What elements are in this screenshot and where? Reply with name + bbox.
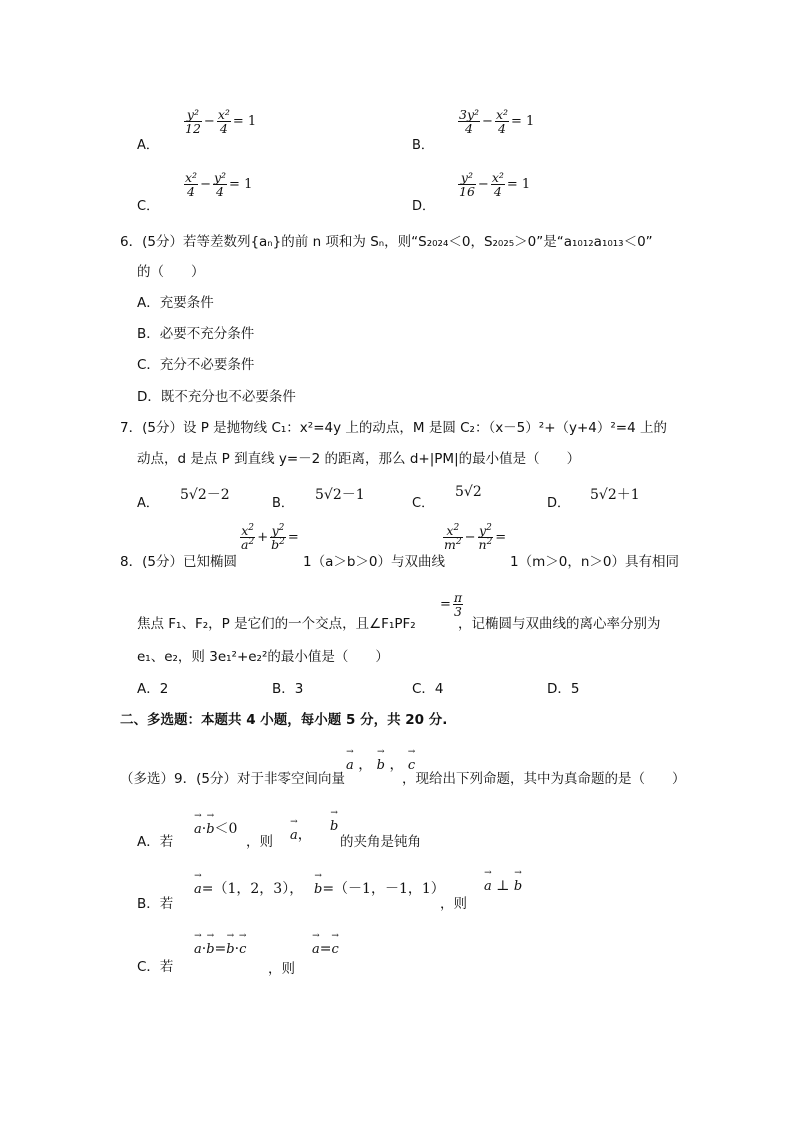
q7-option-d-label: D．: [547, 496, 571, 511]
q9-vectors: → a ， → b ， → c: [346, 754, 415, 774]
q7-option-b-value: 5√2－1: [315, 487, 365, 503]
q9-option-c-then: ，则: [268, 961, 295, 977]
q5-option-d-equation: $\frac{\text{y²}}{16}$ − $\frac{\text{x²}}{4}$ = 1: [459, 170, 531, 200]
q7-stem-line1: 7．(5分）设 P 是抛物线 C₁：x²=4y 上的动点，M 是圆 C₂：（x－5）²+（y+4）²=4 上的: [120, 420, 667, 436]
q9-option-a-then: ，则: [246, 834, 273, 850]
q6-option-c: C．充分不必要条件: [137, 357, 255, 373]
q7-option-b-label: B．: [272, 496, 294, 511]
less-than-zero: ＜0: [214, 821, 238, 837]
q9-option-b-vector-a: → a=（1，2，3），: [194, 878, 303, 898]
q9-option-b-conclusion: → a ⊥ → b: [484, 878, 522, 894]
q8-pi-den: 3: [454, 604, 462, 620]
q7-option-c-label: C．: [412, 496, 435, 511]
q9-b-b-value: =（－1，－1，1）: [322, 881, 445, 897]
q5-c-num1: x²: [185, 170, 198, 185]
q5-a-rhs: = 1: [232, 114, 257, 130]
q8-pi-num: π: [453, 590, 463, 605]
q5-b-rhs: = 1: [511, 114, 535, 130]
q7-option-a-label: A．: [137, 496, 159, 511]
q6-option-d: D．既不充分也不必要条件: [137, 389, 296, 405]
q8-ellipse-condition: 1（a＞b＞0）与双曲线: [303, 554, 446, 570]
q9-option-a-vector-b: → b: [330, 818, 338, 834]
q5-c-num2: y²: [213, 170, 227, 185]
q9-option-a-condition: → a·→ b＜0: [194, 818, 237, 838]
q6-stem-line1: 6．(5分）若等差数列{aₙ}的前 n 项和为 Sₙ，则“S₂₀₂₄＜0，S₂₀₂₅＞0”是“a₁₀₁₂a₁₀₁₃＜0”: [120, 234, 653, 250]
q8-angle-value: = $\frac{\pi}{3}$: [440, 590, 463, 620]
section-title-multi-choice: 二、多选题：本题共 4 小题，每小题 5 分，共 20 分.: [120, 712, 448, 728]
q5-b-num1: 3y²: [459, 107, 480, 122]
q5-d-rhs: = 1: [506, 177, 531, 193]
q6-stem-line2: 的（ ）: [137, 264, 205, 280]
q7-option-a-value: 5√2－2: [180, 487, 230, 503]
q5-option-a-equation: $\frac{\text{y²}}{12}$ − $\frac{\text{x²}}{4}$ = 1: [185, 107, 257, 137]
q5-option-b-equation: $\frac{\text{3y²}}{4}$ − $\frac{\text{x²}}{4}$ = 1: [459, 107, 535, 137]
q9-stem-suffix: ，现给出下列命题，其中为真命题的是（ ）: [402, 771, 686, 787]
q5-option-c-equation: $\frac{\text{x²}}{4}$ − $\frac{\text{y²}}{4}$ = 1: [185, 170, 253, 200]
q8-ellipse-equation: $\frac{x^2}{a^2}$ + $\frac{y^2}{b^2}$ =: [241, 523, 299, 553]
q8-option-b: B．3: [272, 681, 304, 697]
q6-option-a: A．充要条件: [137, 295, 214, 311]
q5-option-c-label: C．: [137, 199, 160, 214]
q8-hyperbola-condition: 1（m＞0，n＞0）具有相同: [510, 554, 679, 570]
q9-option-a-vector-a: → a，: [290, 824, 312, 844]
q5-b-den1: 4: [465, 121, 473, 137]
q8-option-a: A．2: [137, 681, 169, 697]
q5-a-den2: 4: [219, 121, 228, 137]
q5-d-num1: y²: [458, 171, 476, 185]
q8-stem-line2a: 焦点 F₁、F₂，P 是它们的一个交点，且∠F₁PF₂: [137, 616, 416, 632]
q5-a-den1: 12: [185, 121, 201, 137]
perp-symbol: ⊥: [496, 878, 510, 894]
q8-option-d: D．5: [547, 681, 580, 697]
q7-option-c-value: 5√2: [455, 484, 482, 500]
q5-c-den1: 4: [187, 184, 195, 200]
q5-a-num1: y²: [184, 108, 202, 122]
q9-option-b-label: B．若: [137, 896, 174, 912]
dot-operator: ·: [201, 821, 207, 837]
q6-option-b: B．必要不充分条件: [137, 326, 255, 342]
q5-c-rhs: = 1: [229, 177, 253, 193]
q9-option-c-conclusion: → a=→ c: [312, 941, 339, 957]
q9-option-b-vector-b: → b=（－1，－1，1）: [314, 878, 445, 898]
q9-option-c-condition: → a·→ b=→ b·→ c: [194, 941, 246, 957]
q9-option-a-label: A．若: [137, 834, 174, 850]
q9-stem-prefix: （多选）9．(5分）对于非零空间向量: [120, 771, 345, 787]
q5-d-num2: x²: [491, 170, 504, 185]
q5-option-b-label: B．: [412, 138, 434, 153]
q9-b-a-value: =（1，2，3）: [201, 881, 290, 897]
q8-option-c: C．4: [412, 681, 444, 697]
q8-stem-line3: e₁、e₂，则 3e₁²+e₂²的最小值是（ ）: [137, 649, 389, 665]
q5-a-num2: x²: [217, 107, 230, 122]
q5-c-den2: 4: [216, 184, 224, 200]
q9-option-c-label: C．若: [137, 959, 174, 975]
q5-b-den2: 4: [497, 121, 506, 137]
q7-stem-line2: 动点，d 是点 P 到直线 y=－2 的距离，那么 d+|PM|的最小值是（ ）: [137, 451, 581, 467]
q8-stem-line2b: ，记椭圆与双曲线的离心率分别为: [458, 616, 661, 632]
q8-hyperbola-equation: $\frac{x^2}{m^2}$ − $\frac{y^2}{n^2}$ =: [444, 523, 507, 553]
q8-stem-prefix: 8．(5分）已知椭圆: [120, 554, 237, 570]
q9-option-a-conclusion: 的夹角是钝角: [340, 834, 421, 850]
q5-option-d-label: D．: [412, 199, 436, 214]
q5-option-a-label: A．: [137, 138, 159, 153]
q7-option-d-value: 5√2＋1: [590, 487, 640, 503]
q5-d-den2: 4: [493, 184, 502, 200]
q9-option-b-then: ，则: [440, 896, 467, 912]
q5-d-den1: 16: [459, 184, 475, 200]
q5-b-num2: x²: [495, 107, 508, 122]
